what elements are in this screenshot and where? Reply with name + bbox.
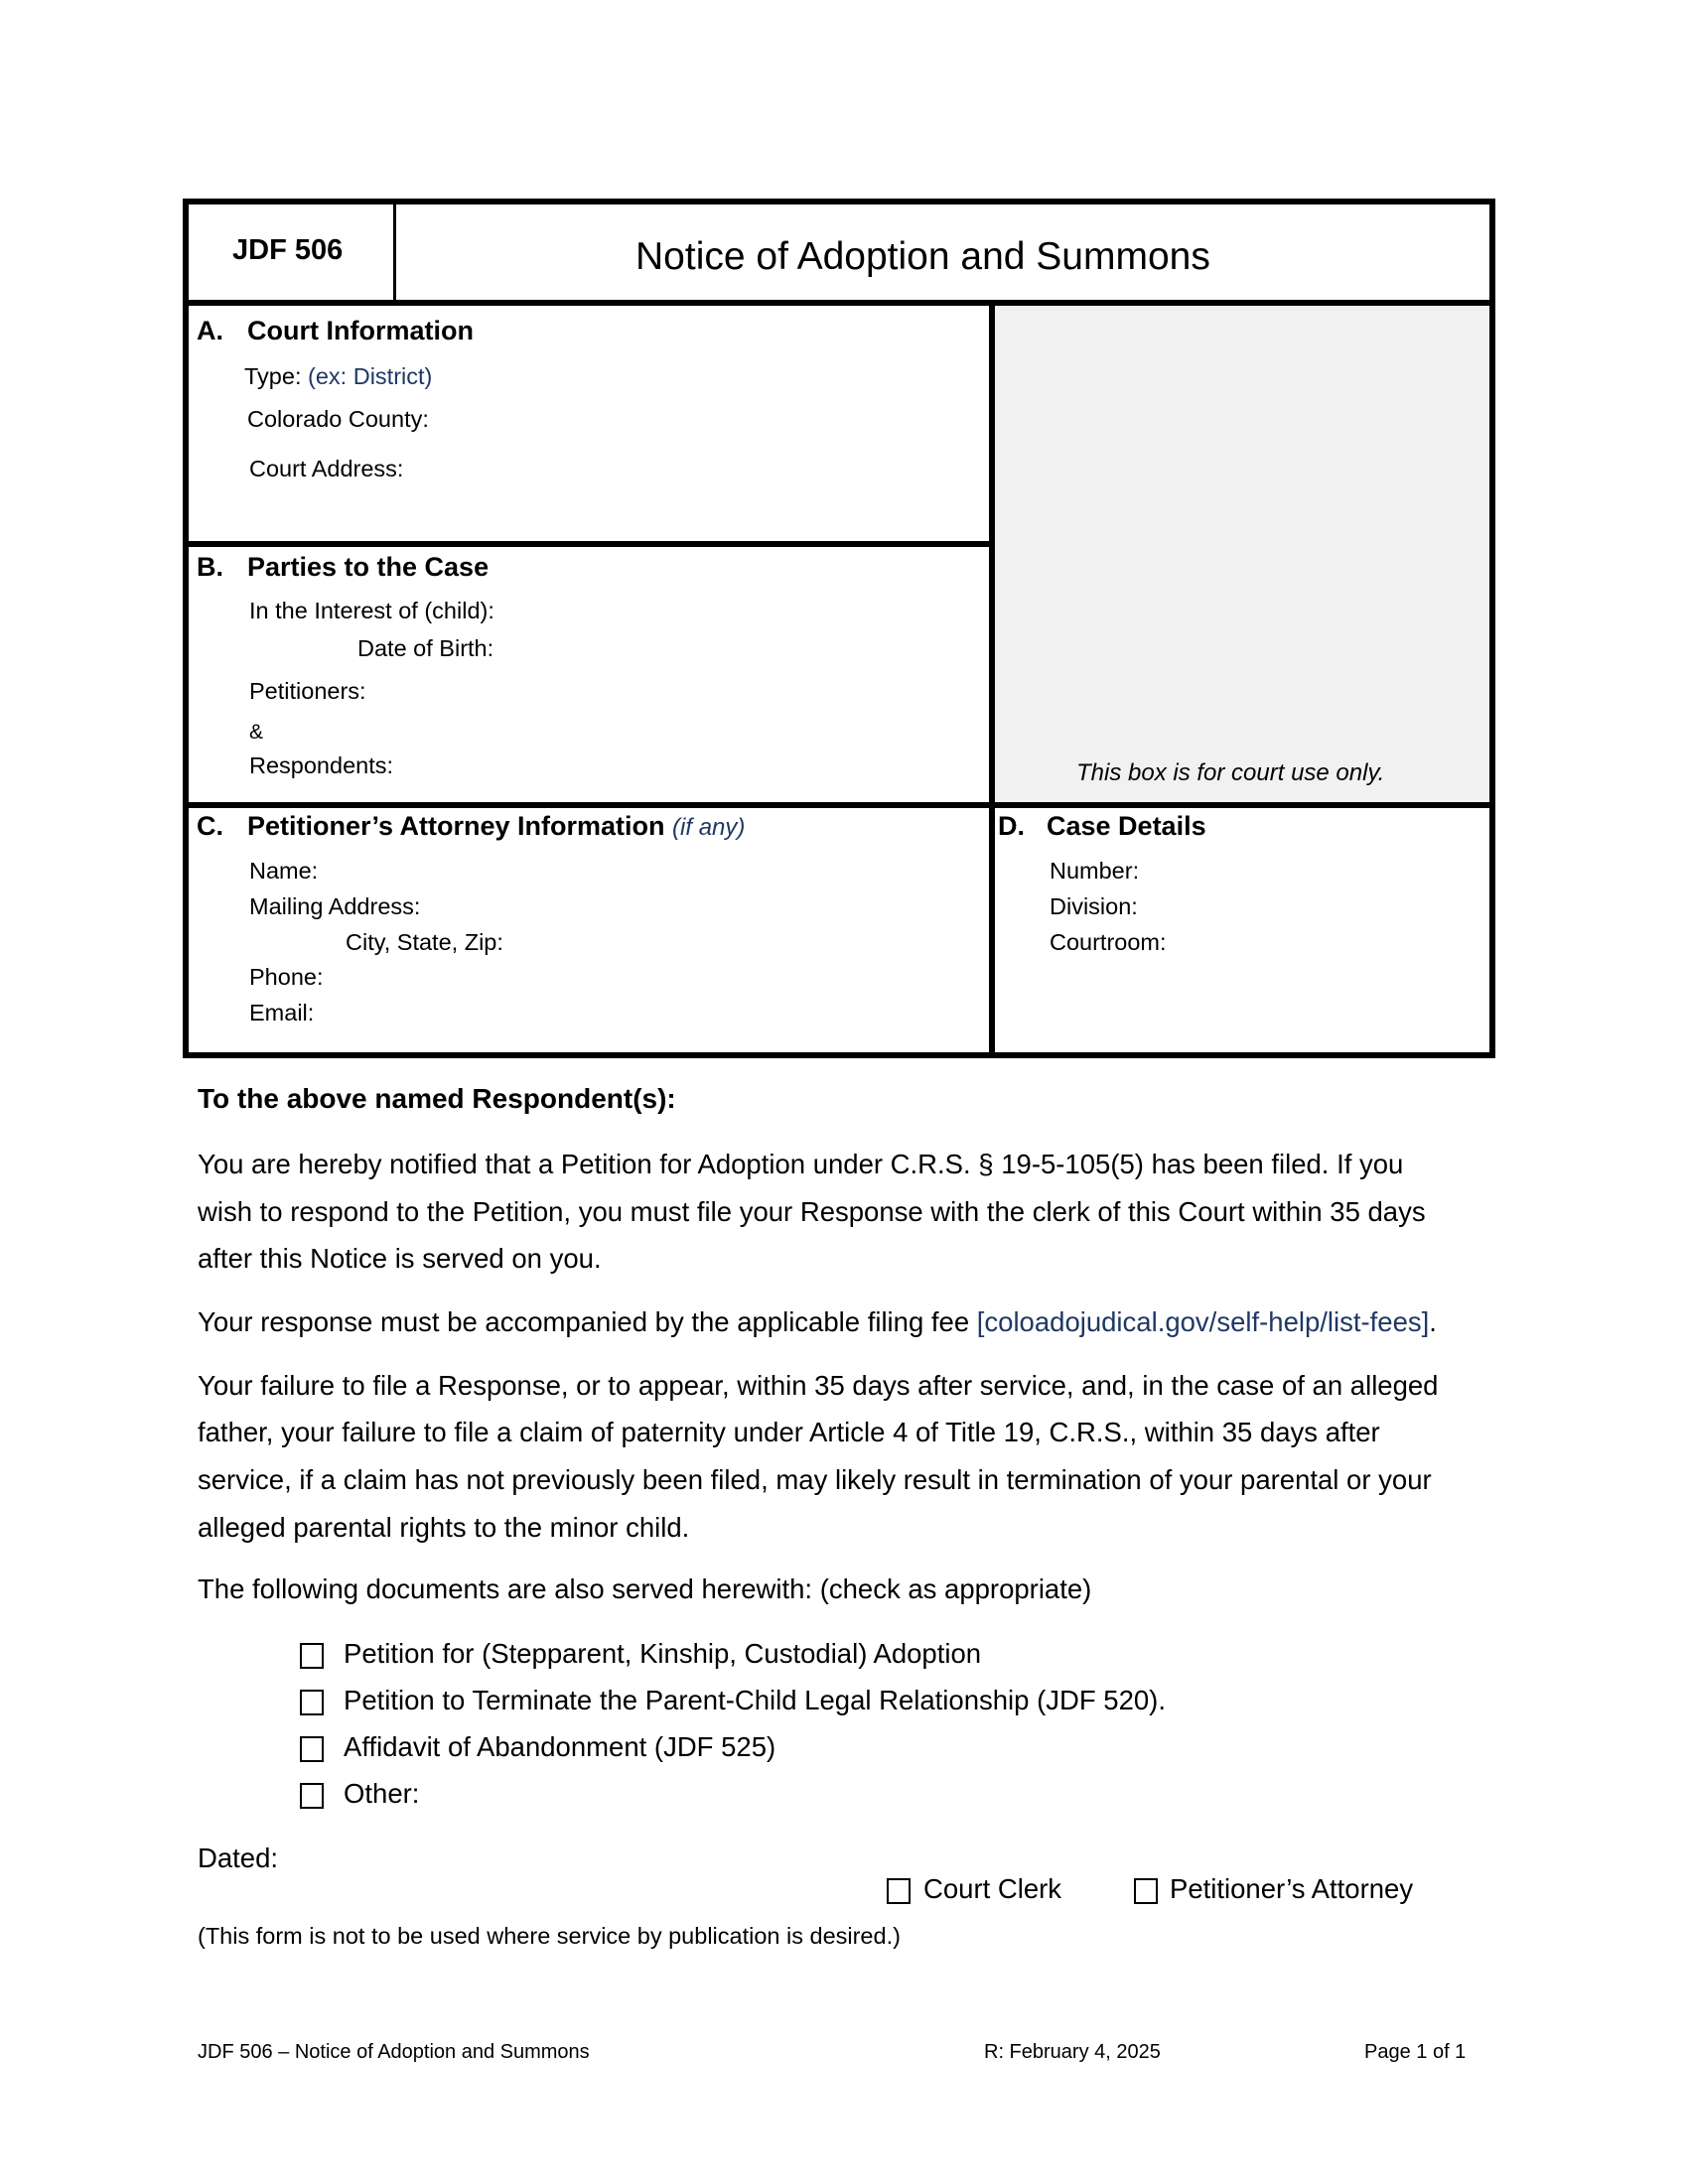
document-label: Other: (344, 1778, 420, 1809)
petitioners-field[interactable]: Petitioners: (249, 678, 366, 704)
box-border-right (1489, 199, 1495, 1058)
column-divider (989, 300, 995, 1058)
fees-link[interactable]: [coloadojudical.gov/self-help/list-fees] (976, 1306, 1430, 1337)
box-border-left (183, 199, 189, 1058)
footer-revision-date: R: February 4, 2025 (984, 2041, 1161, 2063)
court-address-field[interactable]: Court Address: (249, 456, 404, 481)
footer-form-name: JDF 506 – Notice of Adoption and Summons (198, 2041, 590, 2063)
box-border-top (183, 199, 1495, 205)
respondents-field[interactable]: Respondents: (249, 752, 394, 778)
header-bottom-line (183, 300, 1495, 306)
failure-paragraph-line: alleged parental rights to the minor child. (198, 1512, 690, 1543)
section-a-title: Court Information (247, 316, 474, 345)
bc-divider (183, 802, 1495, 808)
ab-divider (183, 541, 992, 547)
document-checkbox[interactable] (300, 1690, 324, 1715)
attorney-city-state-zip-field[interactable]: City, State, Zip: (346, 929, 503, 955)
petitioners-attorney-label: Petitioner’s Attorney (1170, 1873, 1414, 1904)
section-c-title (247, 811, 745, 842)
courtroom-field[interactable]: Courtroom: (1050, 929, 1167, 955)
attorney-email-field[interactable]: Email: (249, 1000, 315, 1025)
court-type-hint: (ex: District) (308, 363, 433, 389)
box-border-bottom (183, 1052, 1495, 1058)
attorney-mailing-address-field[interactable]: Mailing Address: (249, 893, 421, 919)
document-checkbox[interactable] (300, 1643, 324, 1669)
court-type-field[interactable] (244, 363, 432, 390)
section-d-letter: D. (998, 811, 1025, 841)
section-c-title-text: Petitioner’s Attorney Information (247, 811, 665, 841)
county-field[interactable]: Colorado County: (247, 406, 429, 432)
notice-paragraph-line: wish to respond to the Petition, you must file your Response with the clerk of this Court within 35 days (198, 1196, 1426, 1227)
publication-note: (This form is not to be used where service by publication is desired.) (198, 1923, 901, 1949)
attorney-name-field[interactable]: Name: (249, 858, 319, 884)
fee-text: Your response must be accompanied by the applicable filing fee (198, 1306, 977, 1337)
fee-text-end: . (1429, 1306, 1437, 1337)
court-clerk-checkbox[interactable] (887, 1878, 911, 1904)
header-divider (393, 199, 396, 303)
failure-paragraph-line: father, your failure to file a claim of paternity under Article 4 of Title 19, C.R.S., within 35 days after (198, 1417, 1380, 1447)
document-label: Affidavit of Abandonment (JDF 525) (344, 1731, 776, 1762)
division-field[interactable]: Division: (1050, 893, 1138, 919)
footer-page-number: Page 1 of 1 (1364, 2041, 1467, 2063)
section-b-letter: B. (197, 552, 223, 582)
section-a-letter: A. (197, 316, 223, 345)
notice-paragraph-line: after this Notice is served on you. (198, 1243, 602, 1274)
form-id: JDF 506 (232, 234, 344, 266)
document-checkbox[interactable] (300, 1736, 324, 1762)
date-of-birth-field[interactable]: Date of Birth: (357, 635, 494, 661)
case-number-field[interactable]: Number: (1050, 858, 1140, 884)
court-use-note: This box is for court use only. (1076, 759, 1385, 786)
child-name-field[interactable]: In the Interest of (child): (249, 598, 494, 623)
document-label: Petition to Terminate the Parent-Child Legal Relationship (JDF 520). (344, 1685, 1166, 1715)
court-clerk-label: Court Clerk (923, 1873, 1062, 1904)
fee-paragraph (198, 1306, 1437, 1338)
court-type-label: Type: (244, 363, 302, 389)
section-b-title: Parties to the Case (247, 552, 490, 582)
section-c-letter: C. (197, 811, 223, 841)
section-c-hint: (if any) (672, 814, 746, 841)
failure-paragraph-line: service, if a claim has not previously been filed, may likely result in termination of your parental or your (198, 1464, 1432, 1495)
attorney-phone-field[interactable]: Phone: (249, 964, 324, 990)
failure-paragraph-line: Your failure to file a Response, or to appear, within 35 days after service, and, in the case of an alleged (198, 1370, 1439, 1401)
petitioners-attorney-checkbox[interactable] (1134, 1878, 1158, 1904)
ampersand: & (249, 721, 264, 744)
court-use-box (993, 306, 1491, 802)
notice-paragraph-line: You are hereby notified that a Petition for Adoption under C.R.S. § 19-5-105(5) has been filed. If you (198, 1149, 1404, 1179)
respondents-heading: To the above named Respondent(s): (198, 1083, 676, 1114)
document-checkbox[interactable] (300, 1783, 324, 1809)
document-label: Petition for (Stepparent, Kinship, Custodial) Adoption (344, 1638, 982, 1669)
section-d-title: Case Details (1047, 811, 1206, 841)
dated-field[interactable]: Dated: (198, 1843, 279, 1873)
documents-intro: The following documents are also served herewith: (check as appropriate) (198, 1573, 1092, 1604)
page-title: Notice of Adoption and Summons (635, 235, 1210, 278)
